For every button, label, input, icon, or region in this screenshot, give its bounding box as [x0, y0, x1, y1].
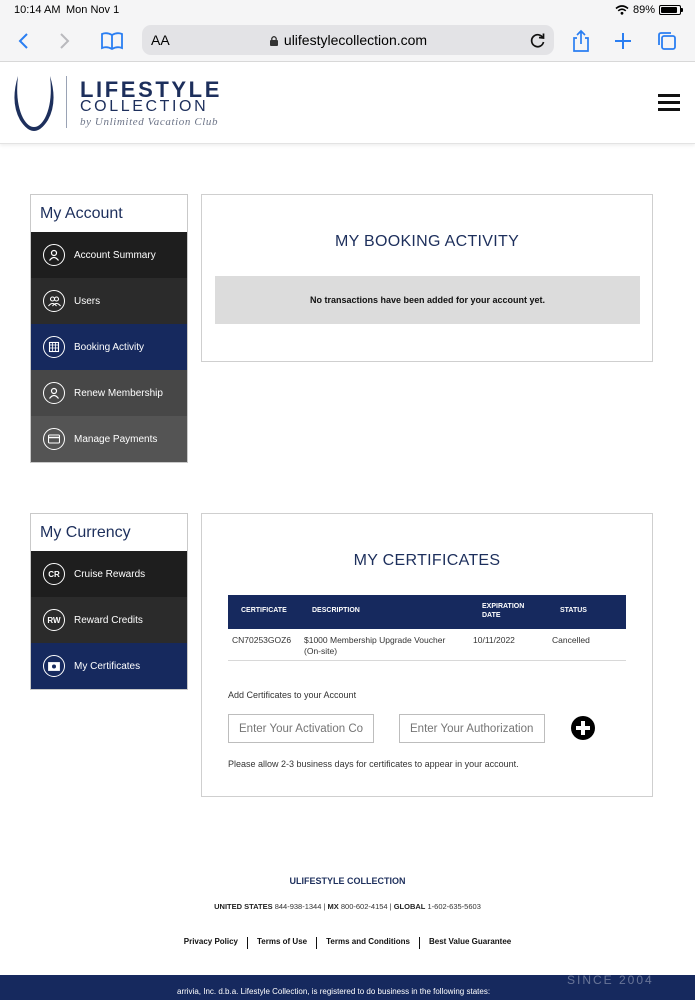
renew-icon	[43, 382, 65, 404]
logo-line-2: COLLECTION	[80, 98, 209, 115]
menu-item-account-summary[interactable]	[31, 232, 187, 278]
col-date: DATE	[482, 612, 501, 619]
currency-menu	[30, 513, 188, 690]
text-size-button[interactable]: AA	[151, 32, 170, 48]
best-value-guarantee-link[interactable]: Best Value Guarantee	[428, 937, 512, 946]
bottom-band	[0, 975, 695, 1000]
phone-region-us: UNITED STATES	[214, 902, 273, 911]
certificates-panel	[201, 513, 653, 797]
status-right	[615, 4, 681, 16]
account-menu-title: My Account	[40, 205, 123, 222]
status-bar	[0, 0, 695, 20]
url-text: ulifestylecollection.com	[283, 32, 428, 48]
terms-and-conditions-link[interactable]: Terms and Conditions	[326, 937, 410, 946]
footer-phones: UNITED STATES 844-938-1344 | MX 800-602-4154 | GLOBAL 1-602-635-5603	[214, 902, 481, 911]
calendar-icon	[43, 336, 65, 358]
certificates-title: MY CERTIFICATES	[353, 552, 501, 569]
menu-item-cruise-rewards[interactable]	[31, 551, 187, 597]
browser-toolbar	[0, 20, 695, 62]
status-time: 10:14 AM	[14, 4, 61, 16]
empty-transactions-message: No transactions have been added for your account yet.	[215, 276, 640, 324]
site-header	[0, 62, 695, 144]
battery-fill	[661, 7, 677, 13]
wifi-icon	[615, 5, 629, 15]
col-status: STATUS	[560, 607, 587, 614]
phone-region-global: GLOBAL	[393, 902, 426, 911]
cell-description-line2: (On-site)	[304, 646, 338, 656]
menu-item-label: Booking Activity	[74, 341, 145, 353]
terms-of-use-link[interactable]: Terms of Use	[257, 937, 308, 946]
processing-note: Please allow 2-3 business days for certificates to appear in your account.	[228, 759, 519, 769]
back-icon[interactable]	[10, 28, 36, 54]
table-row	[228, 629, 626, 661]
account-icon	[43, 244, 65, 266]
menu-item-label: Manage Payments	[74, 433, 158, 445]
account-menu	[30, 194, 188, 463]
add-certificates-label: Add Certificates to your Account	[228, 690, 357, 700]
hamburger-icon[interactable]	[658, 94, 680, 112]
tabs-icon[interactable]	[654, 28, 680, 54]
footer-links	[0, 937, 695, 949]
add-certificate-button[interactable]	[571, 716, 595, 740]
col-certificate: CERTIFICATE	[241, 607, 287, 614]
menu-item-label: My Certificates	[74, 660, 141, 672]
cell-status: Cancelled	[552, 635, 590, 645]
address-bar[interactable]	[142, 25, 554, 55]
menu-item-label: Reward Credits	[74, 614, 143, 626]
menu-item-manage-payments[interactable]	[31, 416, 187, 462]
since-text: SINCE 2004	[567, 973, 654, 987]
cell-description-line1: $1000 Membership Upgrade Voucher	[304, 635, 446, 645]
battery-icon	[659, 5, 681, 15]
battery-percent: 89%	[632, 4, 655, 16]
menu-item-label: Renew Membership	[74, 387, 163, 399]
cell-expiration: 10/11/2022	[473, 635, 515, 645]
phone-region-mx: MX	[327, 902, 339, 911]
col-description: DESCRIPTION	[312, 607, 360, 614]
cell-certificate: CN70253GOZ6	[232, 635, 292, 645]
menu-item-reward-credits[interactable]	[31, 597, 187, 643]
menu-item-renew-membership[interactable]	[31, 370, 187, 416]
phone-number-us[interactable]: 844-938-1344	[274, 902, 322, 911]
activation-code-input[interactable]	[228, 714, 374, 743]
privacy-policy-link[interactable]: Privacy Policy	[183, 937, 239, 946]
phone-number-mx[interactable]: 800-602-4154	[340, 902, 388, 911]
users-icon	[43, 290, 65, 312]
phone-number-global[interactable]: 1-602-635-5603	[427, 902, 481, 911]
menu-item-my-certificates[interactable]	[31, 643, 187, 689]
menu-item-label: Account Summary	[74, 249, 156, 261]
cruise-rewards-icon: CR	[43, 563, 65, 585]
menu-item-label: Cruise Rewards	[74, 568, 146, 580]
cell-description	[304, 635, 445, 657]
authorization-code-input[interactable]	[399, 714, 545, 743]
certificates-table	[228, 595, 626, 661]
registration-text: arrivia, Inc. d.b.a. Lifestyle Collection, is registered to do business in the following states:	[177, 987, 491, 996]
lock-icon	[269, 35, 279, 46]
url-display[interactable]	[142, 32, 554, 48]
forward-icon[interactable]	[52, 28, 78, 54]
logo-line-1: LIFESTYLE	[80, 77, 222, 102]
status-date: Mon Nov 1	[66, 4, 120, 16]
certificate-icon	[43, 655, 65, 677]
lifestyle-logo-icon[interactable]	[12, 74, 56, 132]
booking-activity-title: MY BOOKING ACTIVITY	[334, 233, 520, 250]
menu-item-users[interactable]	[31, 278, 187, 324]
logo-divider	[66, 76, 67, 128]
logo-line-3: by Unlimited Vacation Club	[80, 116, 219, 128]
col-expiration-date	[482, 602, 524, 620]
bookmarks-icon[interactable]	[99, 28, 125, 54]
certificates-table-header	[228, 595, 626, 629]
menu-item-booking-activity[interactable]	[31, 324, 187, 370]
currency-menu-title: My Currency	[40, 524, 131, 541]
new-tab-icon[interactable]	[610, 28, 636, 54]
footer-brand: ULIFESTYLE COLLECTION	[289, 876, 406, 886]
card-icon	[43, 428, 65, 450]
col-expiration: EXPIRATION	[482, 603, 525, 610]
share-icon[interactable]	[568, 28, 594, 54]
menu-item-label: Users	[74, 295, 101, 307]
reload-icon[interactable]	[528, 30, 548, 50]
reward-credits-icon: RW	[43, 609, 65, 631]
booking-activity-panel	[201, 194, 653, 362]
